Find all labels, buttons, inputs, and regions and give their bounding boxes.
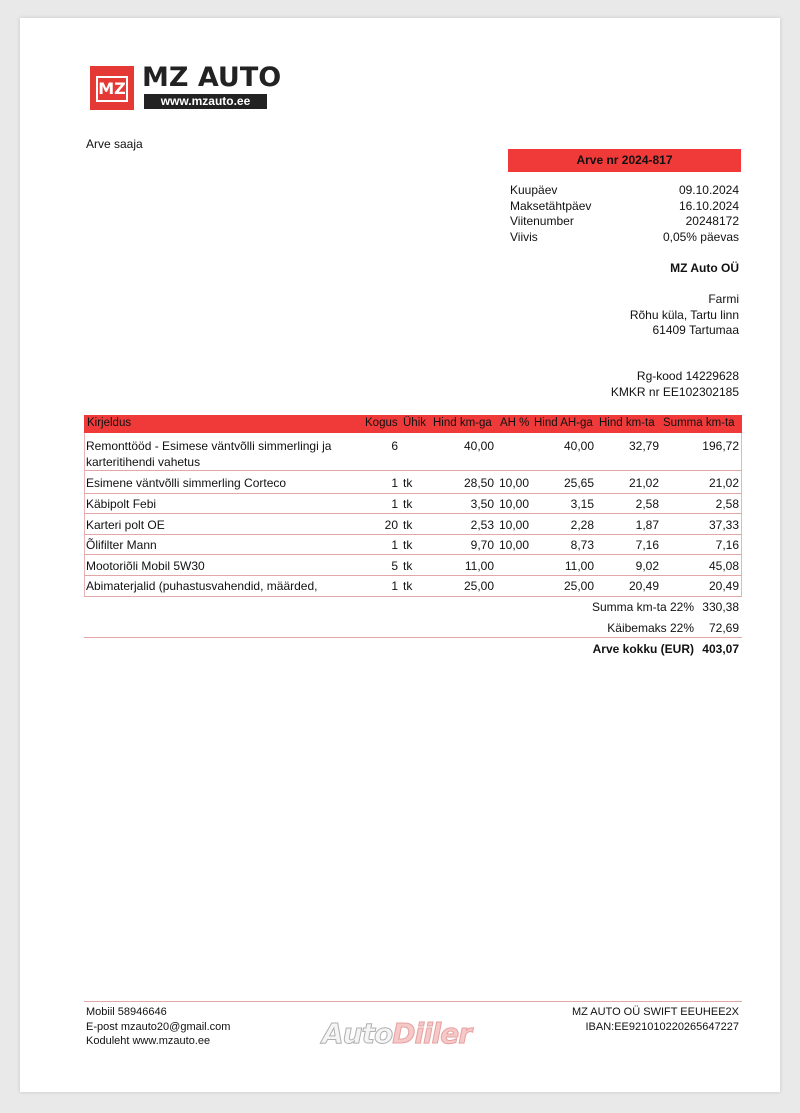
cell-unit: tk	[403, 559, 413, 573]
cell-discount: 10,00	[498, 497, 529, 511]
cell-price-net: 2,58	[635, 497, 659, 511]
seller-address-line2: Rõhu küla, Tartu linn	[629, 308, 739, 322]
logo-url: www.mzauto.ee	[144, 94, 267, 109]
cell-price-discounted: 40,00	[563, 439, 594, 453]
cell-quantity: 6	[391, 439, 398, 453]
cell-description: Esimene väntvõlli simmerling Corteco	[86, 476, 287, 490]
row-divider	[84, 534, 742, 535]
totals-divider	[84, 637, 742, 638]
meta-label: Viivis	[510, 230, 538, 244]
row-divider	[84, 575, 742, 576]
grand-total-value: 403,07	[702, 642, 739, 656]
col-quantity: Kogus	[365, 417, 398, 429]
cell-sum: 2,58	[715, 497, 739, 511]
footer-bank-swift: MZ AUTO OÜ SWIFT EEUHEE2X	[571, 1006, 739, 1018]
logo-mark: MZ	[96, 76, 128, 102]
footer-phone: Mobiil 58946646	[86, 1006, 167, 1018]
cell-unit: tk	[403, 538, 413, 552]
cell-quantity: 1	[391, 497, 398, 511]
cell-discount: 10,00	[498, 518, 529, 532]
meta-value: 0,05% päevas	[662, 230, 739, 244]
meta-value: 09.10.2024	[678, 183, 739, 197]
meta-row-penalty	[510, 230, 739, 246]
cell-unit: tk	[403, 579, 413, 593]
seller-name: MZ Auto OÜ	[670, 261, 739, 275]
row-divider	[84, 596, 742, 597]
col-unit: Ühik	[403, 417, 427, 429]
meta-value: 20248172	[685, 214, 739, 228]
cell-price-discounted: 11,00	[564, 559, 594, 573]
cell-price-net: 1,87	[635, 518, 659, 532]
col-discount: AH %	[500, 417, 530, 429]
meta-label: Viitenumber	[510, 214, 574, 228]
cell-price-net: 20,49	[628, 579, 659, 593]
seller-vat-number: KMKR nr EE102302185	[610, 385, 739, 399]
cell-discount: 10,00	[498, 476, 529, 490]
cell-quantity: 1	[391, 476, 398, 490]
recipient-label: Arve saaja	[86, 137, 143, 151]
meta-value: 16.10.2024	[678, 199, 739, 213]
seller-address-line1: Farmi	[708, 292, 739, 306]
meta-row-date	[510, 183, 739, 199]
table-header	[84, 415, 742, 433]
footer-divider	[84, 1001, 742, 1002]
cell-sum: 37,33	[708, 518, 739, 532]
cell-unit: tk	[403, 497, 413, 511]
meta-row-due	[510, 199, 739, 215]
row-divider	[84, 493, 742, 494]
seller-address-line3: 61409 Tartumaa	[652, 323, 739, 337]
vat-value: 72,69	[708, 621, 739, 635]
cell-description: Käbipolt Febi	[86, 497, 157, 511]
cell-price-net: 32,79	[628, 439, 659, 453]
cell-description: Abimaterjalid (puhastusvahendid, määrded,	[86, 579, 318, 593]
footer-email: E-post mzauto20@gmail.com	[86, 1021, 231, 1033]
invoice-title: Arve nr 2024-817	[508, 149, 741, 172]
cell-description-cont: karteritihendi vahetus	[86, 455, 201, 469]
footer-website: Koduleht www.mzauto.ee	[86, 1035, 211, 1047]
invoice-page	[20, 18, 780, 1092]
col-sum-net: Summa km-ta	[663, 417, 735, 429]
cell-quantity: 1	[391, 538, 398, 552]
cell-price-discounted: 25,65	[563, 476, 594, 490]
cell-price: 2,53	[470, 518, 494, 532]
cell-quantity: 20	[384, 518, 398, 532]
row-divider	[84, 554, 742, 555]
col-price-net: Hind km-ta	[599, 417, 655, 429]
col-price-discounted: Hind AH-ga	[534, 417, 593, 429]
cell-sum: 20,49	[708, 579, 739, 593]
cell-price-discounted: 3,15	[570, 497, 594, 511]
meta-row-reference	[510, 214, 739, 230]
cell-description: Karteri polt OE	[86, 518, 165, 532]
autodiiler-watermark	[322, 1017, 471, 1050]
cell-price-discounted: 2,28	[570, 518, 594, 532]
col-price-vat: Hind km-ga	[433, 417, 492, 429]
cell-price-net: 9,02	[635, 559, 659, 573]
cell-price: 25,00	[463, 579, 494, 593]
cell-price: 11,00	[464, 559, 494, 573]
cell-price: 9,70	[470, 538, 494, 552]
cell-sum: 45,08	[708, 559, 739, 573]
cell-quantity: 5	[391, 559, 398, 573]
cell-price: 28,50	[463, 476, 494, 490]
cell-price-discounted: 25,00	[563, 579, 594, 593]
net-total-label: Summa km-ta 22%	[591, 600, 694, 614]
row-divider	[84, 513, 742, 514]
cell-description: Mootoriõli Mobil 5W30	[86, 559, 205, 573]
logo-name: MZ AUTO	[142, 62, 282, 93]
grand-total-label: Arve kokku (EUR)	[592, 642, 694, 656]
cell-price-discounted: 8,73	[570, 538, 594, 552]
cell-price: 3,50	[470, 497, 494, 511]
row-divider	[84, 470, 742, 471]
cell-price-net: 21,02	[628, 476, 659, 490]
cell-quantity: 1	[391, 579, 398, 593]
cell-unit: tk	[403, 518, 413, 532]
cell-price: 40,00	[463, 439, 494, 453]
cell-unit: tk	[403, 476, 413, 490]
cell-price-net: 7,16	[635, 538, 659, 552]
net-total-value: 330,38	[702, 600, 739, 614]
footer-bank-iban: IBAN:EE921010220265647227	[585, 1021, 739, 1033]
meta-label: Kuupäev	[510, 183, 558, 197]
cell-discount: 10,00	[498, 538, 529, 552]
cell-description: Remonttööd - Esimese väntvõlli simmerlingi ja	[86, 439, 332, 453]
watermark-part1: Auto	[322, 1017, 393, 1050]
vat-label: Käibemaks 22%	[607, 621, 694, 635]
watermark-part2: Diiler	[392, 1017, 472, 1050]
meta-label: Maksetähtpäev	[510, 199, 592, 213]
cell-description: Õlifilter Mann	[86, 538, 157, 552]
cell-sum: 196,72	[702, 439, 739, 453]
col-description: Kirjeldus	[87, 417, 132, 429]
seller-reg-code: Rg-kood 14229628	[636, 369, 739, 383]
cell-sum: 21,02	[708, 476, 739, 490]
cell-sum: 7,16	[715, 538, 739, 552]
